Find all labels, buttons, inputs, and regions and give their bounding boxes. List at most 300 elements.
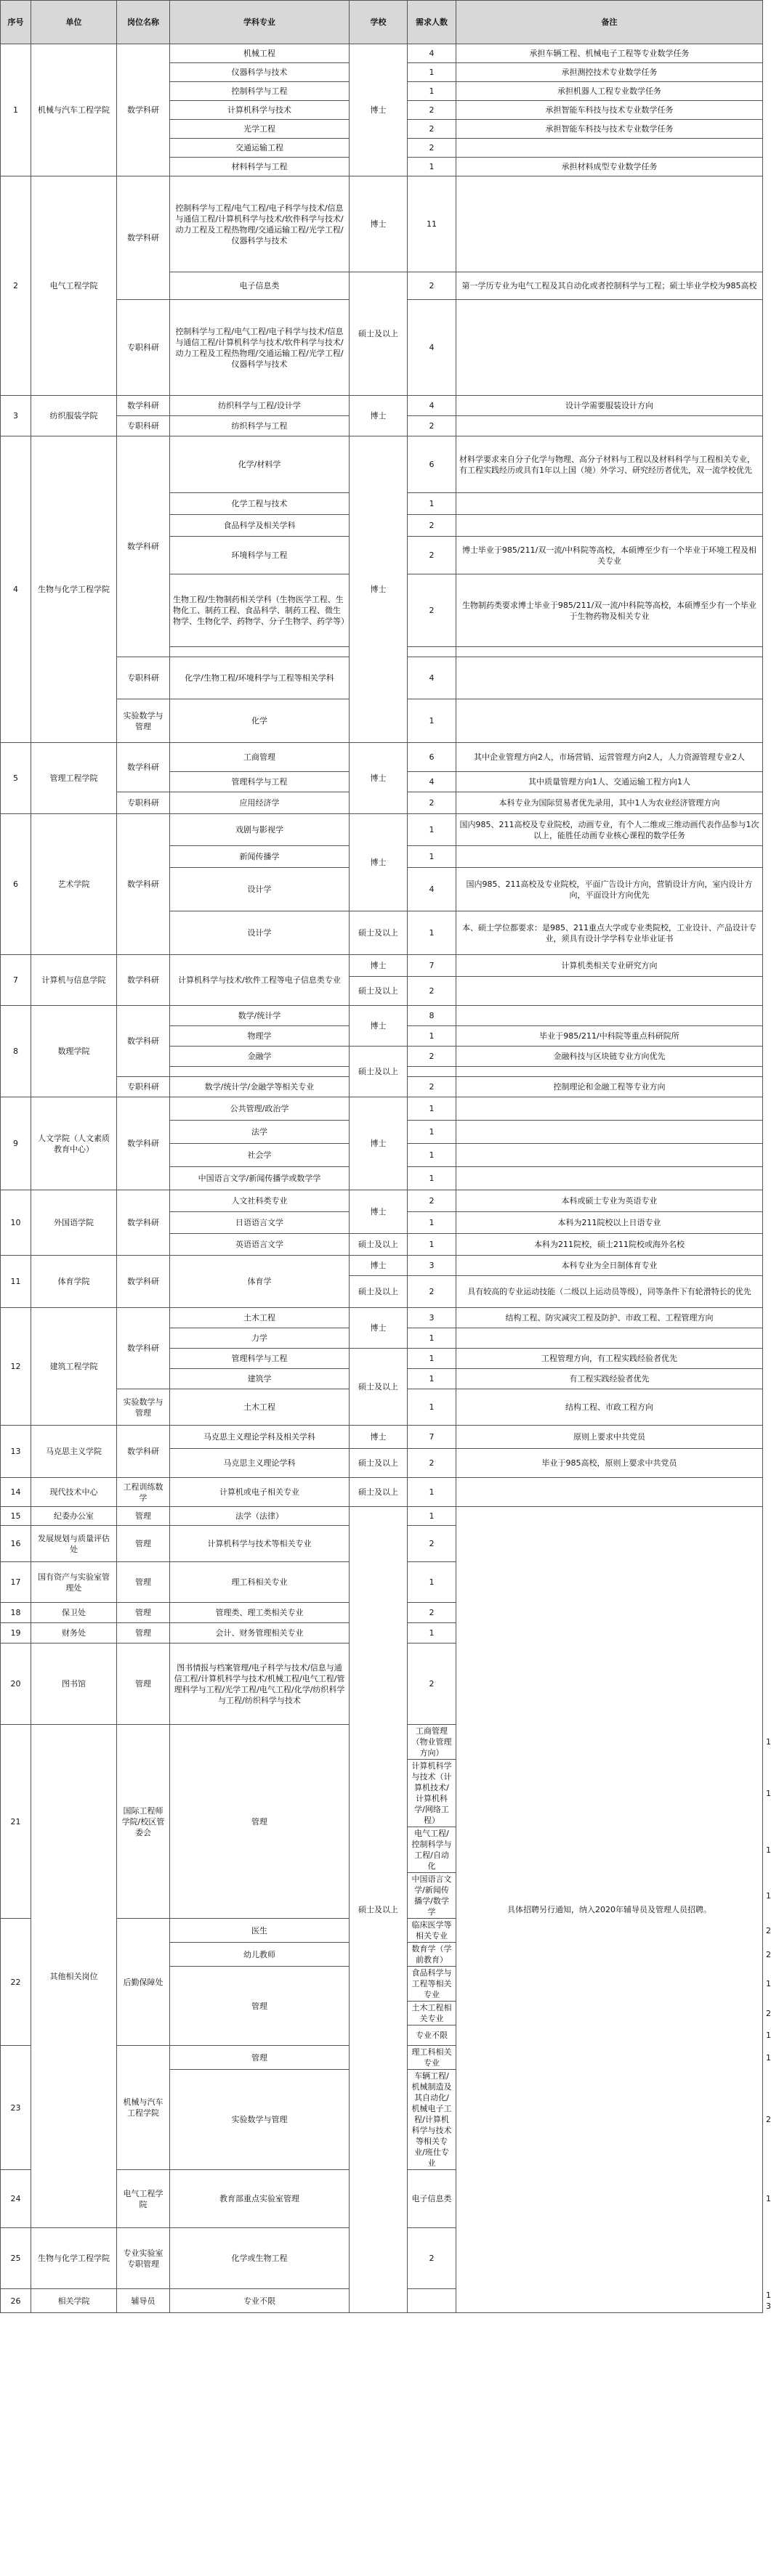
table-cell (456, 300, 763, 396)
table-cell: 1 (408, 814, 456, 846)
table-cell: 数学科研 (117, 176, 170, 300)
table-cell: 11 (408, 176, 456, 272)
table-cell: 国际工程师学院/校区管委会 (117, 1725, 170, 1919)
table-cell: 相关学院 (31, 2289, 117, 2313)
table-cell: 管理 (117, 1643, 170, 1725)
table-cell: 中国语言文学/新闻传播学/数学学 (408, 1873, 456, 1919)
table-cell: 生物制药类要求博士毕业于985/211/双一流/中科院等高校，本硕博至少有一个毕业于生物药物及相关专业 (456, 574, 763, 647)
table-cell: 1 (408, 493, 456, 515)
table-cell: 国内985、211高校及专业院校，动画专业，有个人二维或三维动画代表作品参与1次以上，能胜任动画专业核心课程的数学任务 (456, 814, 763, 846)
column-header: 单位 (31, 1, 117, 44)
table-cell: 社会学 (170, 1144, 350, 1167)
table-cell: 实验数学与管理 (170, 2070, 350, 2170)
table-cell: 1 (408, 158, 456, 176)
table-cell: 博士 (350, 176, 408, 272)
table-cell: 1 (408, 1478, 456, 1507)
table-cell (456, 657, 763, 699)
table-row: 管理 食品科学与工程等相关专业 1 (1, 1967, 763, 2002)
table-cell: 14 (1, 1478, 31, 1507)
table-row (1, 1256, 763, 1276)
table-row: 中国语言文学/新闻传播学/数学学 1 (1, 1873, 763, 1919)
table-row: 22 后勤保障处 医生 临床医学等相关专业 2 (1, 1919, 763, 1943)
table-cell: 数学科研 (117, 955, 170, 1006)
table-cell: 实验数学与管理 (117, 1389, 170, 1426)
table-cell (456, 846, 763, 868)
table-cell: 6 (408, 743, 456, 772)
table-cell: 26 (1, 2289, 31, 2313)
table-cell: 本科或硕士专业为英语专业 (456, 1190, 763, 1212)
table-cell: 数育学（学前教育） (408, 1943, 456, 1967)
table-cell: 图书馆 (31, 1643, 117, 1725)
table-cell: 管理 (170, 2046, 350, 2070)
table-cell: 10 (1, 1190, 31, 1256)
table-cell: 4 (408, 657, 456, 699)
table-cell (456, 515, 763, 537)
table-row: 实验数学与管理 车辆工程/机械制造及其自动化/机械电子工程/计算机科学与技术等相关专业/班仕专业 2 (1, 2070, 763, 2170)
column-header: 学校 (350, 1, 408, 44)
table-row: 专业不限 1 (1, 2026, 763, 2046)
table-cell: 化学或生物工程 (170, 2228, 350, 2289)
table-cell: 土木工程相关专业 (408, 2002, 456, 2026)
table-cell: 实验数学与管理 (117, 699, 170, 743)
table-cell (170, 1067, 350, 1077)
table-cell (456, 176, 763, 272)
table-cell: 2 (408, 101, 456, 120)
table-cell: 2 (408, 1077, 456, 1097)
table-cell: 7 (408, 955, 456, 977)
table-cell (456, 647, 763, 657)
table-cell: 数学科研 (117, 1190, 170, 1256)
table-cell: 光学工程 (170, 120, 350, 139)
table-cell: 电子信息类 (408, 2170, 456, 2228)
table-cell: 12 (1, 1308, 31, 1426)
table-cell: 后勤保障处 (117, 1919, 170, 2046)
table-cell: 25 (1, 2228, 31, 2289)
table-cell: 专业不限 (170, 2289, 350, 2313)
column-header: 需求人数 (408, 1, 456, 44)
table-cell: 应用经济学 (170, 792, 350, 814)
table-cell: 硕士及以上 (350, 272, 408, 396)
table-cell: 22 (1, 1919, 31, 2046)
table-cell: 数学科研 (117, 1006, 170, 1077)
table-cell: 化学工程与技术 (170, 493, 350, 515)
table-cell (456, 1121, 763, 1144)
table-cell: 数学科研 (117, 44, 170, 176)
table-cell: 中国语言文学/新闻传播学或数学学 (170, 1167, 350, 1190)
table-cell: 外国语学院 (31, 1190, 117, 1256)
table-cell: 图书情报与档案管理/电子科学与技术/信息与通信工程/计算机科学与技术/机械工程/电气工程/管理科学与工程/光学工程/电气工程/化学/纺织科学与工程/纺织科学与技术 (170, 1643, 350, 1725)
table-cell: 1 (408, 1623, 456, 1643)
table-cell: 法学（法律） (170, 1507, 350, 1526)
table-cell: 4 (408, 868, 456, 911)
table-cell (456, 1167, 763, 1190)
table-cell: 力学 (170, 1328, 350, 1349)
table-cell: 管理科学与工程 (170, 772, 350, 792)
table-cell: 博士 (350, 1308, 408, 1349)
table-cell: 建筑工程学院 (31, 1308, 117, 1426)
table-cell: 管理 (170, 1967, 350, 2046)
table-cell (456, 699, 763, 743)
table-cell: 1 (408, 846, 456, 868)
table-row (1, 436, 763, 493)
table-cell: 1 (408, 82, 456, 101)
table-cell: 体育学院 (31, 1256, 117, 1308)
table-cell: 管理 (117, 1507, 170, 1526)
table-cell (456, 416, 763, 436)
table-cell: 博士 (350, 1190, 408, 1234)
table-cell: 2 (408, 139, 456, 158)
table-cell: 1 (408, 1026, 456, 1047)
table-cell: 专业实验室专职管理 (117, 2228, 170, 2289)
table-cell (456, 977, 763, 1006)
table-row: 23 机械与汽车工程学院 管理 理工科相关专业 1 (1, 2046, 763, 2070)
table-cell: 博士 (350, 814, 408, 911)
table-cell: 管理 (117, 1623, 170, 1643)
table-cell: 财务处 (31, 1623, 117, 1643)
table-cell: 计算机类相关专业研究方向 (456, 955, 763, 977)
table-cell: 1 (408, 1562, 456, 1603)
table-cell: 4 (408, 396, 456, 416)
table-cell: 2 (408, 1603, 456, 1623)
table-cell (408, 2289, 456, 2313)
table-row (1, 743, 763, 772)
table-cell: 有工程实践经验者优先 (456, 1369, 763, 1389)
table-cell: 博士 (350, 1426, 408, 1449)
table-row: 电气工程/控制科学与工程/自动化 1 (1, 1827, 763, 1873)
table-cell: 金融科技与区块链专业方向优先 (456, 1047, 763, 1067)
table-cell: 专业不限 (408, 2026, 456, 2046)
table-cell: 博士毕业于985/211/双一流/中科院等高校，本硕博至少有一个毕业于环境工程及相关专业 (456, 537, 763, 574)
table-cell: 11 (1, 1256, 31, 1308)
table-cell: 承担机器人工程专业数学任务 (456, 82, 763, 101)
table-cell: 纪委办公室 (31, 1507, 117, 1526)
table-cell: 国内985、211高校及专业院校，平面广告设计方向，营销设计方向，室内设计方向，平面设计方向优先 (456, 868, 763, 911)
table-cell: 仪器科学与技术 (170, 63, 350, 82)
table-cell: 工程管理方向，有工程实践经验者优先 (456, 1349, 763, 1369)
table-row (1, 1478, 763, 1507)
table-cell: 3 (408, 1256, 456, 1276)
table-cell: 8 (408, 1006, 456, 1026)
table-cell: 1 (408, 1349, 456, 1369)
table-cell: 计算机科学与技术等相关专业 (170, 1526, 350, 1562)
table-cell: 24 (1, 2170, 31, 2228)
table-cell (456, 139, 763, 158)
table-cell: 管理 (117, 1562, 170, 1603)
table-row (1, 814, 763, 846)
table-cell: 专职科研 (117, 416, 170, 436)
table-cell: 生物工程/生物制药相关学科（生物医学工程、生物化工、制药工程、食品科学、制药工程、微生物学、生物化学、药物学、分子生物学、药学等） (170, 574, 350, 647)
table-cell: 物理学 (170, 1026, 350, 1047)
table-cell: 化学 (170, 699, 350, 743)
table-cell: 1 (408, 1212, 456, 1234)
table-cell: 1 (408, 699, 456, 743)
table-cell: 其中质量管理方向1人、交通运输工程方向1人 (456, 772, 763, 792)
table-cell: 专职科研 (117, 657, 170, 699)
table-cell: 生物与化学工程学院 (31, 2228, 117, 2289)
table-cell: 2 (408, 537, 456, 574)
table-cell: 博士 (350, 955, 408, 977)
table-cell: 土木工程 (170, 1308, 350, 1328)
table-cell: 承担智能车科技与技术专业数学任务 (456, 101, 763, 120)
table-cell: 设计学 (170, 911, 350, 955)
table-cell: 国有资产与实验室管理处 (31, 1562, 117, 1603)
table-cell: 2 (408, 1643, 456, 1725)
table-cell: 4 (408, 772, 456, 792)
table-cell: 原则上要求中共党员 (456, 1426, 763, 1449)
table-cell: 1 (1, 44, 31, 176)
table-cell: 1 (408, 1369, 456, 1389)
table-cell: 具体招聘另行通知，纳入2020年辅导员及管理人员招聘。 (456, 1507, 763, 2313)
table-cell: 2 (408, 977, 456, 1006)
table-cell: 新闻传播学 (170, 846, 350, 868)
table-cell: 1 (408, 63, 456, 82)
table-cell: 2 (408, 120, 456, 139)
table-cell: 博士 (350, 396, 408, 436)
table-cell: 1 (408, 1389, 456, 1426)
table-row (1, 1006, 763, 1026)
table-cell: 管理类、理工类相关专业 (170, 1603, 350, 1623)
table-cell: 马克思主义学院 (31, 1426, 117, 1478)
table-cell: 承担智能车科技与技术专业数学任务 (456, 120, 763, 139)
table-cell: 人文学院（人文素质教育中心） (31, 1097, 117, 1190)
table-cell: 1 (408, 1328, 456, 1349)
table-cell: 机械与汽车工程学院 (31, 44, 117, 176)
table-cell: 教育部重点实验室管理 (170, 2170, 350, 2228)
table-cell: 1 (408, 1167, 456, 1190)
table-cell: 2 (408, 272, 456, 300)
header-row (1, 1, 763, 44)
column-header: 学科专业 (170, 1, 350, 44)
table-cell: 2 (408, 1276, 456, 1308)
table-cell: 设计学需要服装设计方向 (456, 396, 763, 416)
table-cell: 7 (408, 1426, 456, 1449)
table-cell (408, 647, 456, 657)
table-cell: 2 (408, 416, 456, 436)
table-row (1, 176, 763, 272)
column-header: 备注 (456, 1, 763, 44)
table-row (1, 1507, 763, 1526)
table-cell: 本科为211院校，硕士211院校或海外名校 (456, 1234, 763, 1256)
table-cell: 戏剧与影视学 (170, 814, 350, 846)
table-cell: 硕士及以上 (350, 1478, 408, 1507)
table-cell: 电气工程/控制科学与工程/自动化 (408, 1827, 456, 1873)
table-cell: 2 (408, 1449, 456, 1478)
table-cell: 具有较高的专业运动技能（二级以上运动员等级），同等条件下有轮滑特长的优先 (456, 1276, 763, 1308)
table-cell (456, 1006, 763, 1026)
table-cell: 数理学院 (31, 1006, 117, 1097)
table-cell: 19 (1, 1623, 31, 1643)
table-cell: 博士 (350, 743, 408, 814)
table-cell: 毕业于985/211/中科院等重点科研院所 (456, 1026, 763, 1047)
table-cell: 材料学要求来自分子化学与物理、高分子材料与工程以及材料科学与工程相关专业，有工程实践经历或具有1年以上国（境）外学习、研究经历者优先，双一流学校优先 (456, 436, 763, 493)
table-cell: 艺术学院 (31, 814, 117, 955)
table-cell: 电气工程学院 (31, 176, 117, 396)
table-cell: 2 (408, 1047, 456, 1067)
table-cell: 管理 (170, 1725, 350, 1919)
table-row: 计算机科学与技术（计算机技术/计算机科学/网络工程） 1 (1, 1760, 763, 1827)
table-cell: 数学科研 (117, 814, 170, 955)
table-cell: 纺织服装学院 (31, 396, 117, 436)
table-cell: 化学/材料学 (170, 436, 350, 493)
table-cell: 2 (1, 176, 31, 396)
table-cell: 专职科研 (117, 1077, 170, 1097)
table-cell: 21 (1, 1725, 31, 1919)
table-cell: 承担材料成型专业数学任务 (456, 158, 763, 176)
table-cell: 硕士及以上 (350, 1507, 408, 2313)
table-cell: 承担测控技术专业数学任务 (456, 63, 763, 82)
table-cell: 4 (1, 436, 31, 743)
table-cell: 2 (408, 792, 456, 814)
table-cell: 数学科研 (117, 1426, 170, 1478)
table-cell (456, 1328, 763, 1349)
table-cell: 本、硕士学位都要求：是985、211重点大学或专业类院校，工业设计、产品设计专业，须具有设计学学科专业毕业证书 (456, 911, 763, 955)
table-cell: 工商管理（物业管理方向） (408, 1725, 456, 1760)
table-cell: 1 (408, 1144, 456, 1167)
table-cell (456, 493, 763, 515)
table-row (1, 396, 763, 416)
table-cell: 医生 (170, 1919, 350, 1943)
table-cell: 辅导员 (117, 2289, 170, 2313)
table-cell: 土木工程 (170, 1389, 350, 1426)
table-row (1, 955, 763, 977)
table-cell: 工商管理 (170, 743, 350, 772)
table-cell: 博士 (350, 44, 408, 176)
table-cell: 化学/生物工程/环境科学与工程等相关学科 (170, 657, 350, 699)
table-cell: 管理 (117, 1603, 170, 1623)
table-cell: 23 (1, 2046, 31, 2170)
table-cell: 博士 (350, 1256, 408, 1276)
table-cell: 车辆工程/机械制造及其自动化/机械电子工程/计算机科学与技术等相关专业/班仕专业 (408, 2070, 456, 2170)
table-cell: 食品科学与工程等相关专业 (408, 1967, 456, 2002)
table-cell: 3 (408, 1308, 456, 1328)
table-cell: 日语语言文学 (170, 1212, 350, 1234)
table-cell: 幼儿教师 (170, 1943, 350, 1967)
table-row (1, 1097, 763, 1121)
table-cell: 15 (1, 1507, 31, 1526)
table-cell: 马克思主义理论学科及相关学科 (170, 1426, 350, 1449)
table-cell: 数学科研 (117, 743, 170, 792)
table-cell: 本科为211院校以上日语专业 (456, 1212, 763, 1234)
table-cell: 控制科学与工程/电气工程/电子科学与技术/信息与通信工程/计算机科学与技术/软件科学与技术/动力工程及工程热物理/交通运输工程/光学工程/仪器科学与技术 (170, 300, 350, 396)
table-cell: 数学/统计学 (170, 1006, 350, 1026)
table-cell: 硕士及以上 (350, 977, 408, 1006)
table-cell: 管理工程学院 (31, 743, 117, 814)
table-cell: 2 (408, 515, 456, 537)
table-cell: 临床医学等相关专业 (408, 1919, 456, 1943)
table-cell: 电气工程学院 (117, 2170, 170, 2228)
table-cell: 3 (1, 396, 31, 436)
table-cell: 18 (1, 1603, 31, 1623)
table-cell: 1 (408, 911, 456, 955)
table-row (1, 44, 763, 63)
table-cell: 数学科研 (117, 396, 170, 416)
table-cell: 6 (1, 814, 31, 955)
table-cell: 英语语言文学 (170, 1234, 350, 1256)
table-cell: 数学科研 (117, 436, 170, 657)
table-cell: 计算机科学与技术/软件工程等电子信息类专业 (170, 955, 350, 1006)
table-cell: 13 (1, 1426, 31, 1478)
table-cell: 发展规划与质量评估处 (31, 1526, 117, 1562)
table-cell: 纺织科学与工程/设计学 (170, 396, 350, 416)
table-cell: 体育学 (170, 1256, 350, 1308)
table-cell: 现代技术中心 (31, 1478, 117, 1507)
table-cell: 管理 (117, 1526, 170, 1562)
table-cell: 计算机科学与技术 (170, 101, 350, 120)
table-row: 24 电气工程学院 教育部重点实验室管理 电子信息类 1 (1, 2170, 763, 2228)
table-cell: 第一学历专业为电气工程及其自动化或者控制科学与工程；硕士毕业学校为985高校 (456, 272, 763, 300)
table-cell: 2 (408, 1526, 456, 1562)
table-cell: 硕士及以上 (350, 1234, 408, 1256)
table-cell: 金融学 (170, 1047, 350, 1067)
table-row (1, 1426, 763, 1449)
table-cell: 计算机与信息学院 (31, 955, 117, 1006)
table-cell: 数学/统计学/金融学等相关专业 (170, 1077, 350, 1097)
table-cell: 会计、财务管理相关专业 (170, 1623, 350, 1643)
table-row (1, 1190, 763, 1212)
table-cell: 电子信息类 (170, 272, 350, 300)
table-cell: 其他相关岗位 (31, 1725, 117, 2228)
table-cell (170, 647, 350, 657)
table-cell: 本科专业为全日制体育专业 (456, 1256, 763, 1276)
column-header: 序号 (1, 1, 31, 44)
table-cell: 人文社科类专业 (170, 1190, 350, 1212)
table-cell: 材料科学与工程 (170, 158, 350, 176)
table-cell: 公共管理/政治学 (170, 1097, 350, 1121)
table-row: 26 相关学院 辅导员 专业不限 13 (1, 2289, 763, 2313)
column-header: 岗位名称 (117, 1, 170, 44)
table-cell: 结构工程、市政工程方向 (456, 1389, 763, 1426)
table-cell: 计算机科学与技术（计算机技术/计算机科学/网络工程） (408, 1760, 456, 1827)
table-cell: 数学科研 (117, 1097, 170, 1190)
table-cell: 纺织科学与工程 (170, 416, 350, 436)
table-cell: 法学 (170, 1121, 350, 1144)
table-cell: 2 (408, 574, 456, 647)
table-cell (456, 1097, 763, 1121)
table-cell: 计算机或电子相关专业 (170, 1478, 350, 1507)
table-row (1, 1308, 763, 1328)
table-cell: 专职科研 (117, 300, 170, 396)
table-cell: 交通运输工程 (170, 139, 350, 158)
table-cell: 其中企业管理方向2人，市场营销、运营管理方向2人，人力资源管理专业2人 (456, 743, 763, 772)
table-cell: 数学科研 (117, 1256, 170, 1308)
table-cell: 16 (1, 1526, 31, 1562)
table-cell: 17 (1, 1562, 31, 1603)
table-cell: 博士 (350, 436, 408, 743)
table-cell: 硕士及以上 (350, 1449, 408, 1478)
table-cell: 理工科相关专业 (408, 2046, 456, 2070)
table-cell: 1 (408, 1507, 456, 1526)
table-cell: 机械与汽车工程学院 (117, 2046, 170, 2170)
table-cell: 管理科学与工程 (170, 1349, 350, 1369)
table-cell: 2 (408, 1190, 456, 1212)
table-cell: 7 (1, 955, 31, 1006)
table-cell: 20 (1, 1643, 31, 1725)
table-cell: 1 (408, 1121, 456, 1144)
table-row: 21 其他相关岗位 国际工程师学院/校区管委会 管理 工商管理（物业管理方向） 1 (1, 1725, 763, 1760)
table-cell: 控制科学与工程 (170, 82, 350, 101)
table-row: 幼儿教师 数育学（学前教育） 2 (1, 1943, 763, 1967)
table-cell: 9 (1, 1097, 31, 1190)
table-cell: 本科专业为国际贸易者优先录用，其中1人为农业经济管理方向 (456, 792, 763, 814)
table-cell: 专职科研 (117, 792, 170, 814)
table-cell: 博士 (350, 1006, 408, 1047)
table-cell: 工程训练数学 (117, 1478, 170, 1507)
table-cell: 数学科研 (117, 1308, 170, 1389)
table-cell: 环境科学与工程 (170, 537, 350, 574)
table-cell: 控制理论和金融工程等专业方向 (456, 1077, 763, 1097)
table-cell: 保卫处 (31, 1603, 117, 1623)
table-cell: 4 (408, 300, 456, 396)
